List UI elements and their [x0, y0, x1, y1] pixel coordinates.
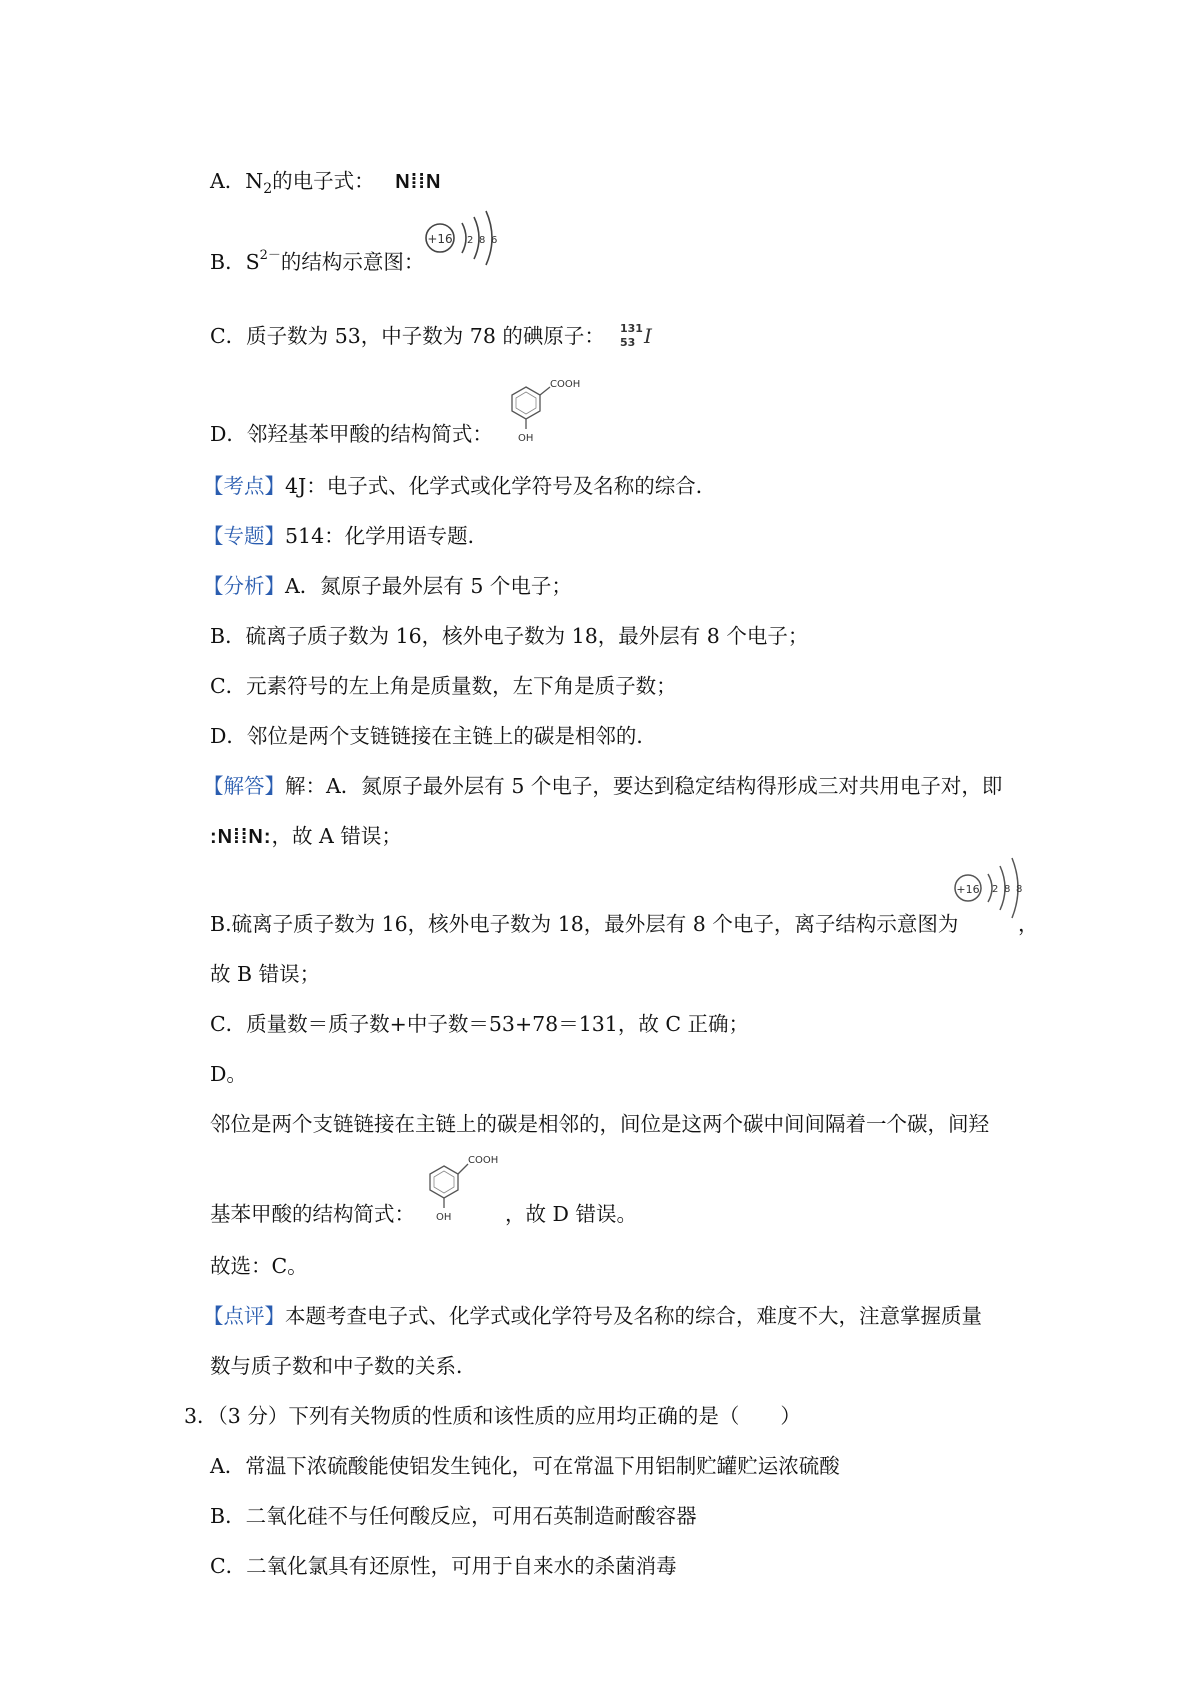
n2-electron-formula: N⁞⁞N	[395, 171, 442, 193]
answer-oh-label: OH	[436, 1212, 452, 1223]
mass-number: 131	[620, 322, 643, 335]
element-symbol: I	[644, 324, 652, 348]
jieda-line-3	[210, 910, 958, 938]
dianping-text-1: 本题考查电子式、化学式或化学符号及名称的综合，难度不大，注意掌握质量	[285, 1304, 982, 1328]
kaodian-tag: 【考点】	[203, 474, 285, 498]
n2-full-electron-formula: :N⁞⁞N:	[210, 826, 272, 848]
fenxi-line-1	[203, 572, 572, 600]
fenxi-tag: 【分析】	[203, 574, 285, 598]
jieda-text-3: B.硫离子质子数为 16，核外电子数为 18，最外层有 8 个电子，离子结构示意图为	[210, 912, 959, 936]
dianping-line-1	[203, 1302, 982, 1330]
ion-shell-2: 8	[1004, 884, 1011, 895]
shell-1-count: 2	[467, 235, 474, 246]
ion-shell-1: 2	[992, 884, 999, 895]
option-a-subscript: 2	[263, 181, 273, 197]
answer-cooh-label: COOH	[468, 1155, 499, 1166]
meta-hydroxybenzoic-acid-structure	[418, 1150, 508, 1226]
option-c-text: C．质子数为 53，中子数为 78 的碘原子：	[210, 324, 605, 348]
ion-shell-3: 8	[1016, 884, 1023, 895]
hydroxybenzoic-acid-structure	[500, 375, 590, 447]
jieda-line-4: 故 B 错误；	[210, 962, 321, 986]
q3-option-a: A．常温下浓硫酸能使铝发生钝化，可在常温下用铝制贮罐贮运浓硫酸	[210, 1454, 840, 1478]
fenxi-line-2: B．硫离子质子数为 16，核外电子数为 18，最外层有 8 个电子；	[210, 624, 809, 648]
option-a-suffix: 的电子式：	[272, 169, 375, 193]
jieda-line-8	[210, 1200, 415, 1228]
jieda-line-6: D。	[210, 1062, 247, 1086]
dianping-line-2: 数与质子数和中子数的关系．	[210, 1354, 477, 1378]
zhuanti-text: 514：化学用语专题．	[285, 524, 489, 548]
oh-label: OH	[518, 433, 534, 444]
shell-2-count: 8	[479, 235, 486, 246]
q3-stem: 3．（3 分）下列有关物质的性质和该性质的应用均正确的是（ ）	[184, 1404, 801, 1428]
kaodian-line	[203, 472, 716, 500]
jieda-line-1	[203, 772, 1002, 800]
ion-nucleus-label: +16	[956, 883, 980, 896]
jieda-line-9: 故选：C。	[210, 1254, 308, 1278]
cooh-label: COOH	[550, 379, 581, 390]
option-c	[210, 322, 605, 350]
jieda-line-8-end: ，故 D 错误。	[505, 1202, 637, 1226]
q3-option-b: B．二氧化硅不与任何酸反应，可用石英制造耐酸容器	[210, 1504, 697, 1528]
jieda-line-3-end: ，	[1018, 912, 1039, 936]
option-a-prefix: A．N	[210, 169, 264, 193]
zhuanti-tag: 【专题】	[203, 524, 285, 548]
fenxi-line-4: D．邻位是两个支链链接在主链上的碳是相邻的．	[210, 724, 657, 748]
option-b-superscript: 2－	[259, 248, 281, 263]
fenxi-text-1: A．氮原子最外层有 5 个电子；	[285, 574, 572, 598]
jieda-text-2: ，故 A 错误；	[271, 824, 402, 848]
option-b-prefix: B．S	[210, 250, 260, 274]
kaodian-text: 4J：电子式、化学式或化学符号及名称的综合．	[285, 474, 717, 498]
fenxi-line-3: C．元素符号的左上角是质量数，左下角是质子数；	[210, 674, 677, 698]
option-d-text: D．邻羟基苯甲酸的结构简式：	[210, 422, 493, 446]
jieda-line-7: 邻位是两个支链链接在主链上的碳是相邻的，间位是这两个碳中间间隔着一个碳，间羟	[210, 1112, 989, 1136]
jieda-line-5: C．质量数＝质子数+中子数＝53+78＝131，故 C 正确；	[210, 1012, 750, 1036]
dianping-tag: 【点评】	[203, 1304, 285, 1328]
option-d	[210, 420, 493, 448]
iodine-nuclide-symbol	[620, 322, 660, 358]
q3-option-c: C．二氧化氯具有还原性，可用于自来水的杀菌消毒	[210, 1554, 677, 1578]
jieda-line-2	[210, 822, 402, 851]
atomic-number: 53	[620, 336, 636, 349]
option-b	[210, 242, 424, 276]
jieda-tag: 【解答】	[203, 774, 285, 798]
nucleus-label: +16	[427, 232, 453, 246]
zhuanti-line	[203, 522, 488, 550]
option-b-suffix: 的结构示意图：	[280, 250, 425, 274]
jieda-text-1: 解：A．氮原子最外层有 5 个电子，要达到稳定结构得形成三对共用电子对，即	[285, 774, 1003, 798]
option-a	[210, 167, 441, 203]
jieda-text-8a: 基苯甲酸的结构简式：	[210, 1202, 415, 1226]
shell-3-count: 6	[491, 235, 498, 246]
s2-structure-diagram	[418, 205, 518, 275]
